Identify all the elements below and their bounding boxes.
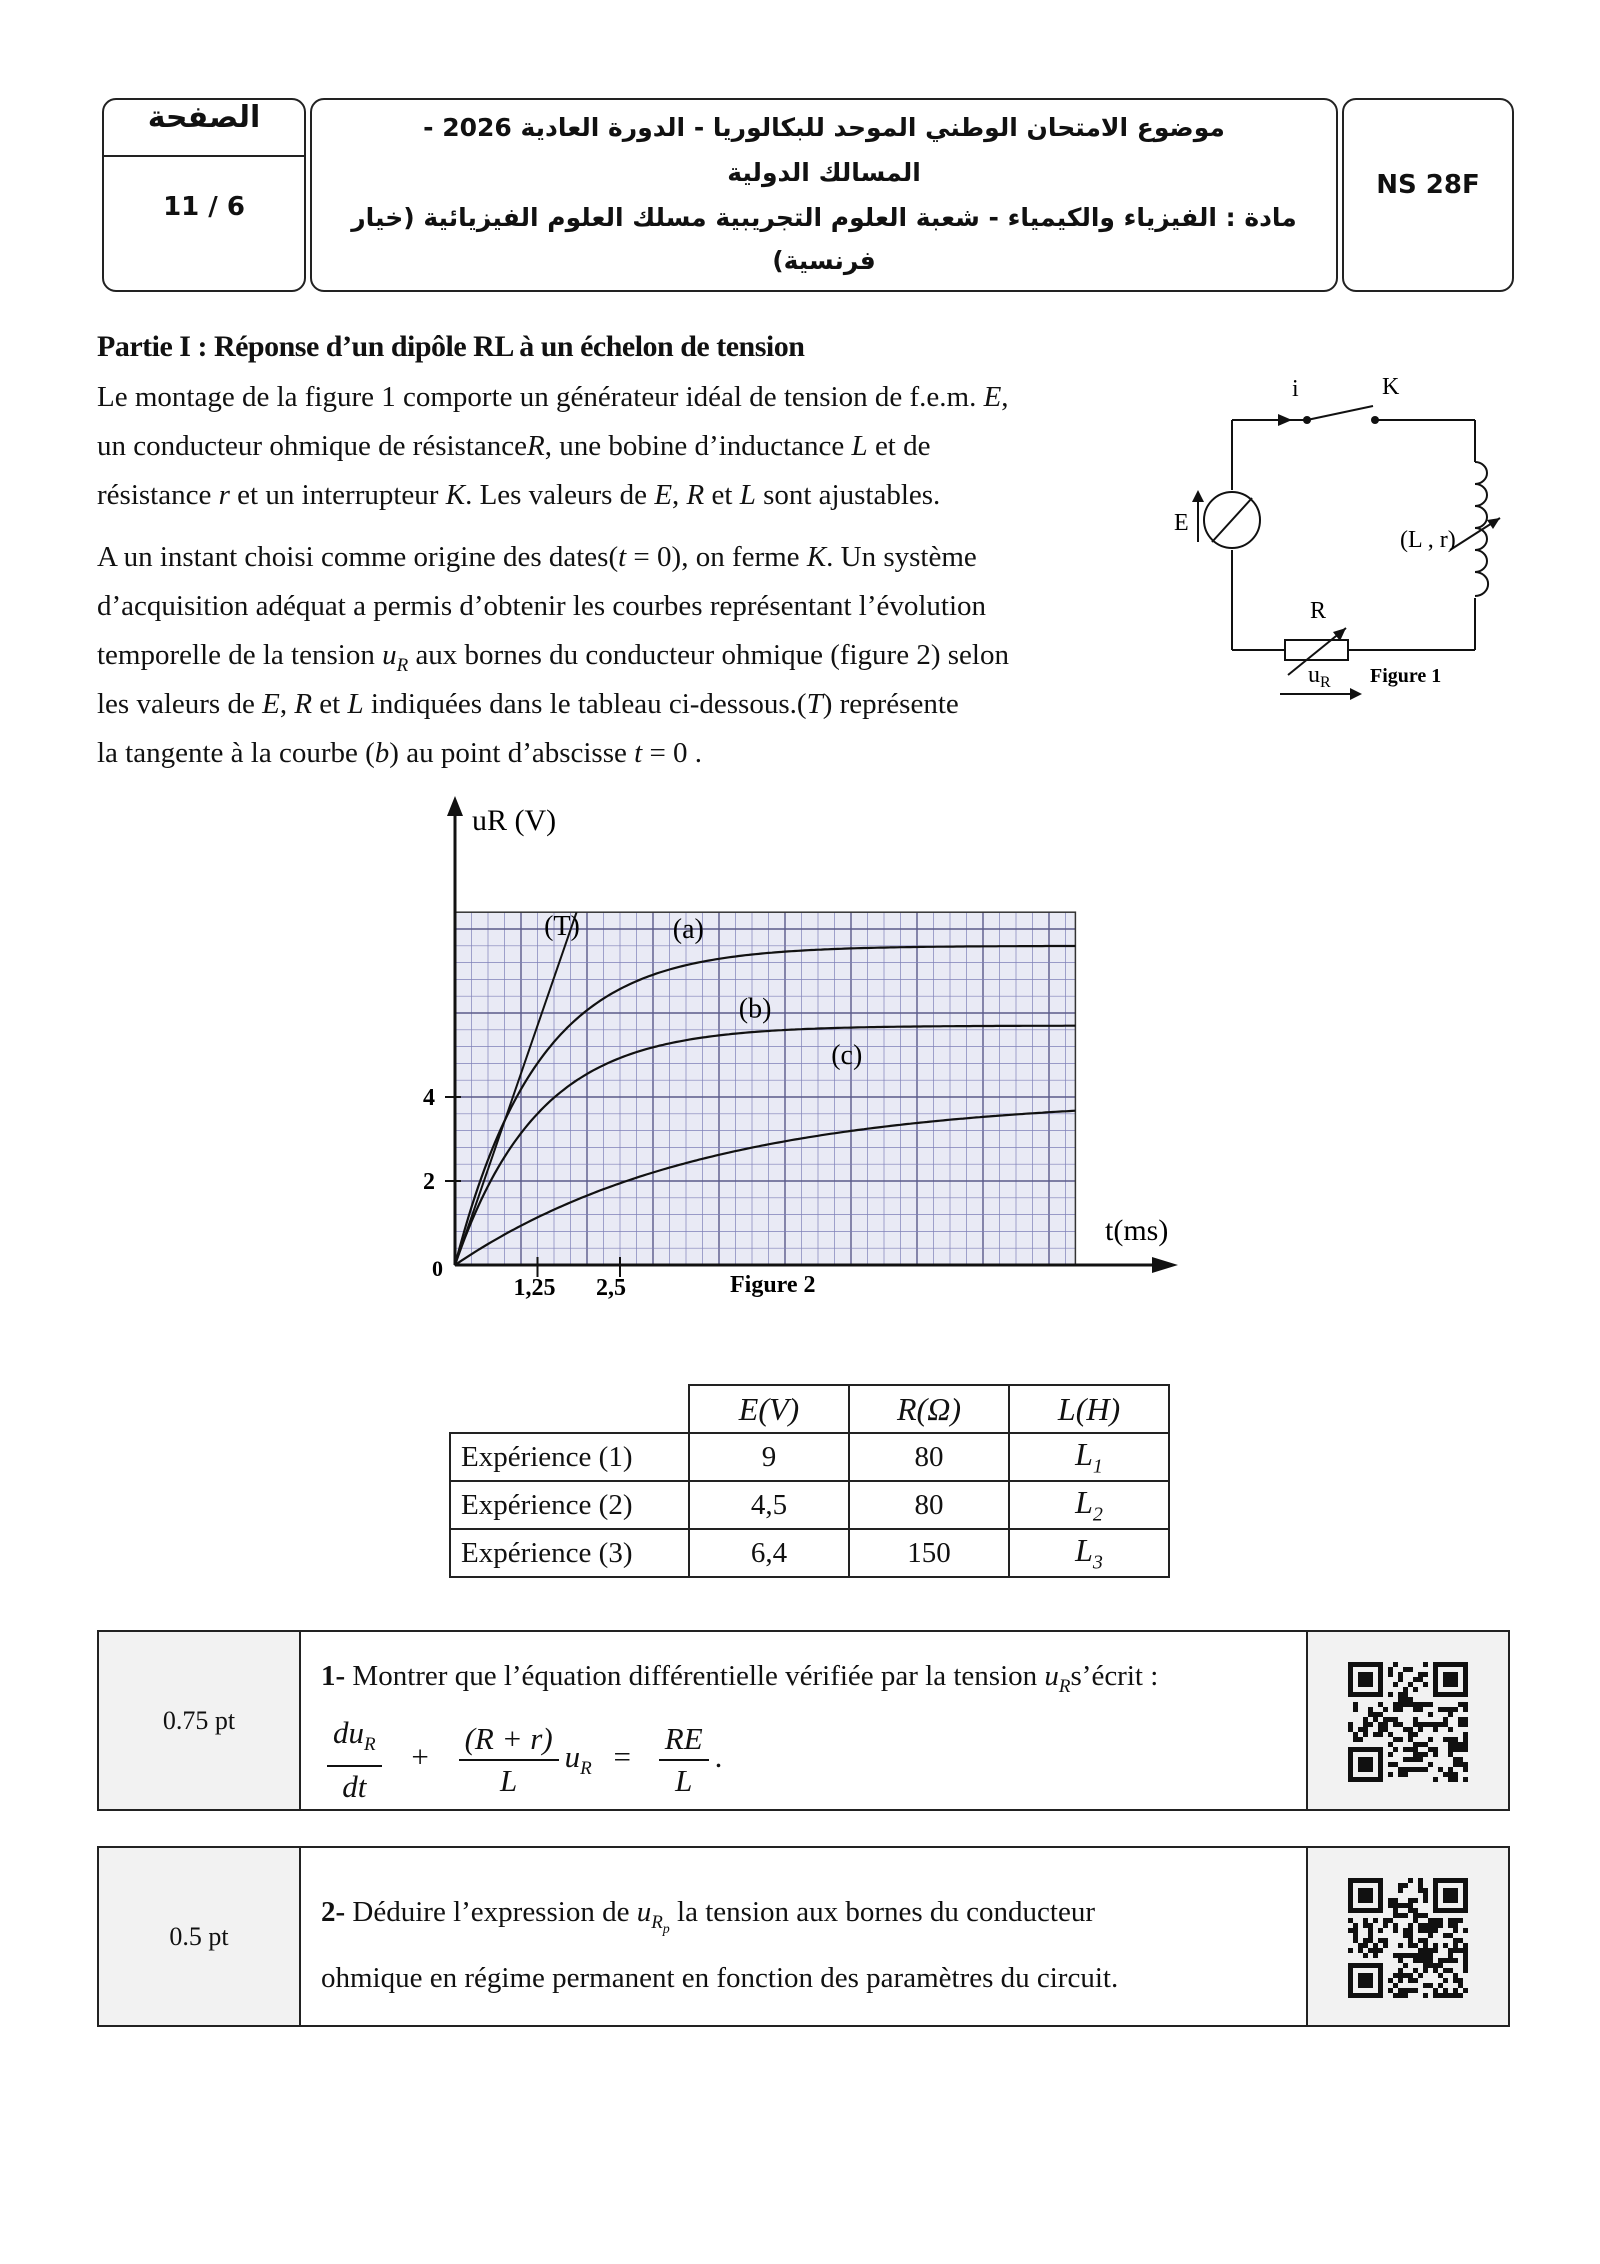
table-cell-L: $L_2$ — [1009, 1481, 1169, 1529]
question-1-qr[interactable] — [1306, 1632, 1508, 1809]
question-1 — [97, 1630, 1510, 1811]
origin-label: 0 — [432, 1256, 443, 1281]
table-row — [450, 1529, 1169, 1577]
table-cell-R: 150 — [849, 1529, 1009, 1577]
figure1-caption: Figure 1 — [1370, 665, 1442, 687]
table-cell-R: 80 — [849, 1433, 1009, 1481]
table-header-L: L(H) — [1009, 1385, 1169, 1433]
chart-title: Figure 2 — [730, 1272, 816, 1298]
y-tick-label: 2 — [423, 1169, 435, 1195]
table-header-R: R(Ω) — [849, 1385, 1009, 1433]
tangent-label: (T) — [544, 911, 580, 942]
qr-code-icon — [1348, 1878, 1468, 1998]
question-2-points: 0.5 pt — [99, 1848, 301, 2025]
experiments-table — [449, 1384, 1170, 1578]
table-row-label: Expérience (3) — [450, 1529, 689, 1577]
table-header-E: E(V) — [689, 1385, 849, 1433]
figure1-label-uR: $u_R$ — [1308, 662, 1331, 691]
y-tick-label: 4 — [423, 1085, 435, 1111]
exam-title-line4: فرنسية) — [772, 246, 876, 275]
page-number-divider — [104, 155, 304, 157]
table-header-row — [450, 1385, 1169, 1433]
table-cell-L: $L_3$ — [1009, 1529, 1169, 1577]
exam-code: NS 28F — [1376, 170, 1480, 200]
figure1-circuit — [1160, 370, 1520, 710]
table-row — [450, 1481, 1169, 1529]
table-cell-E: 6,4 — [689, 1529, 849, 1577]
y-axis-label: uR (V) — [472, 804, 557, 837]
figure2-chart — [420, 790, 1190, 1320]
series-label-b: (b) — [738, 993, 772, 1025]
page-label: الصفحة — [147, 100, 261, 135]
x-tick-label: 2,5 — [596, 1275, 626, 1301]
intro-line-2: un conducteur ohmique de résistanceR, une bobine d’inductance L et de — [97, 430, 931, 462]
intro-line-6: temporelle de la tension $u_R$ aux bornes du conducteur ohmique (figure 2) selon — [97, 639, 1009, 676]
figure1-label-coil: (L , r) — [1400, 527, 1456, 553]
table-cell-R: 80 — [849, 1481, 1009, 1529]
differential-equation: $\frac{du_R}{dt}$ + $\frac{(R + r)}{L}$ $u_R$ = $\frac{RE}{L}$ . — [321, 1713, 1286, 1807]
page-number: 11 / 6 — [163, 192, 245, 222]
exam-title-line3: مادة : الفيزياء والكيمياء - شعبة العلوم التجريبية مسلك العلوم الفيزيائية (خيار — [351, 203, 1297, 232]
intro-line-1: Le montage de la figure 1 comporte un générateur idéal de tension de f.e.m. E, — [97, 381, 1009, 413]
question-2-text: 2- Déduire l’expression de $u_{R_p}$ la tension aux bornes du conducteur ohmique en régime permanent en fonction des paramètres du circuit. — [321, 1896, 1119, 1994]
table-row — [450, 1433, 1169, 1481]
exam-title-line1: موضوع الامتحان الوطني الموحد للبكالوريا - الدورة العادية 2026 - — [423, 113, 1225, 142]
question-2-qr[interactable] — [1306, 1848, 1508, 2025]
figure1-label-K: K — [1382, 374, 1400, 400]
series-label-a: (a) — [672, 913, 704, 945]
section-title: Partie I : Réponse d’un dipôle RL à un échelon de tension — [97, 330, 805, 363]
table-cell-E: 4,5 — [689, 1481, 849, 1529]
figure1-label-E: E — [1174, 510, 1189, 536]
table-cell-L: $L_1$ — [1009, 1433, 1169, 1481]
intro-line-3: résistance r et un interrupteur K. Les valeurs de E, R et L sont ajustables. — [97, 479, 941, 511]
question-2 — [97, 1846, 1510, 2027]
table-cell-E: 9 — [689, 1433, 849, 1481]
y-axis-arrow — [447, 796, 463, 816]
intro-line-5: d’acquisition adéquat a permis d’obtenir les courbes représentant l’évolution — [97, 590, 987, 622]
series-label-c: (c) — [831, 1039, 863, 1071]
qr-code-icon — [1348, 1662, 1468, 1782]
figure1-label-i: i — [1292, 376, 1299, 402]
intro-line-7: les valeurs de E, R et L indiquées dans le tableau ci-dessous.(T) représente — [97, 688, 959, 720]
x-axis-arrow — [1152, 1257, 1178, 1273]
table-row-label: Expérience (2) — [450, 1481, 689, 1529]
intro-line-4: A un instant choisi comme origine des dates(t = 0), on ferme K. Un système — [97, 541, 977, 573]
exam-title-line2: المسالك الدولية — [727, 158, 921, 187]
question-1-points: 0.75 pt — [99, 1632, 301, 1809]
x-axis-label: t(ms) — [1105, 1214, 1169, 1247]
question-1-text: 1- Montrer que l’équation différentielle vérifiée par la tension $u_Rs’écrit$ : $\frac{du_R}{dt}$ + $\frac{(R + r)}{L}$ $u_R$ = $\frac{RE}{L}$ . — [321, 1652, 1286, 1807]
intro-line-8: la tangente à la courbe (b) au point d’abscisse t = 0 . — [97, 737, 703, 769]
figure1-label-R: R — [1310, 598, 1327, 624]
table-row-label: Expérience (1) — [450, 1433, 689, 1481]
x-tick-label: 1,25 — [513, 1275, 556, 1301]
